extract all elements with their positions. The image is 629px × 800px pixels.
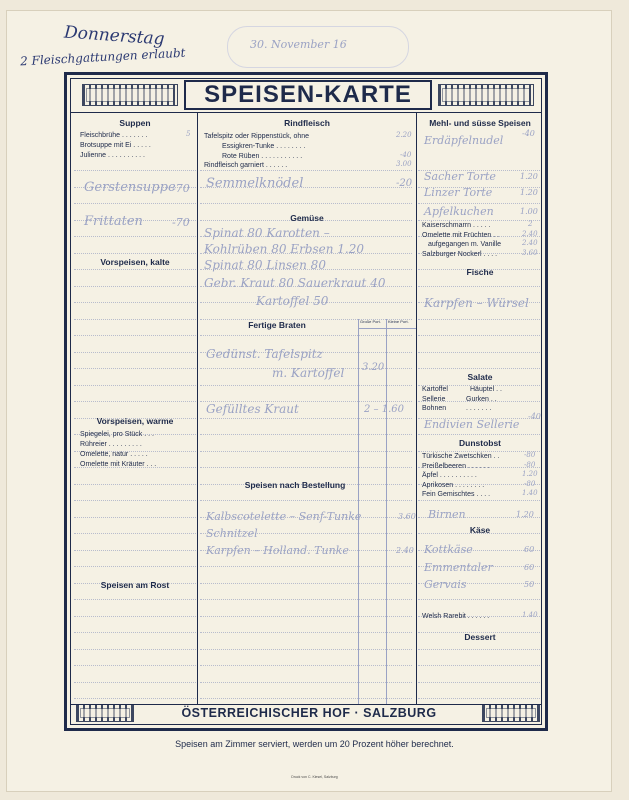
handwritten-item: Spinat 80 Linsen 80 (204, 258, 326, 272)
handwritten-item: Gefülltes Kraut (206, 402, 299, 416)
ruling-line (74, 401, 196, 402)
handwritten-price: -20 (396, 178, 413, 189)
ornament-left-top (82, 84, 178, 106)
menu-item: Welsh Rarebit . . . . . . (422, 613, 490, 620)
section-dunstobst: Dunstobst (458, 438, 502, 448)
salad-item: Kartoffel (422, 386, 448, 393)
ruling-line (74, 286, 196, 287)
handwritten-item: m. Kartoffel (272, 366, 345, 380)
section-rost: Speisen am Rost (100, 580, 170, 590)
menu-item: Tafelspitz oder Rippenstück, ohne (204, 133, 310, 140)
menu-item-price: 2.40 (522, 230, 538, 238)
ruling-line (418, 649, 540, 650)
ruling-line (74, 616, 196, 617)
ruling-line (418, 203, 540, 204)
menu-item: Fein Gemischtes . . . . (422, 491, 491, 498)
handwritten-item: Frittaten (84, 214, 143, 229)
ruling-line (74, 649, 196, 650)
handwritten-price: 1.20 (520, 188, 538, 197)
ornament-left-bottom (76, 704, 134, 722)
menu-item: Salzburger Nockerl . . . . (422, 251, 498, 258)
ruling-line (418, 352, 540, 353)
handwritten-item: Emmentaler (424, 561, 493, 574)
header-divider (70, 112, 542, 113)
menu-item: aufgegangen m. Vanille (428, 241, 502, 248)
menu-item: Brotsuppe mit Ei . . . . . (80, 142, 151, 149)
column-divider-left (197, 112, 198, 704)
salad-item: Häuptel . . (470, 386, 502, 393)
menu-item-price: 5 (186, 130, 191, 138)
handwritten-item: Gebr. Kraut 80 Sauerkraut 40 (204, 276, 386, 290)
ruling-line (74, 500, 196, 501)
handwritten-item: Kartoffel 50 (256, 294, 329, 308)
section-mehlspeisen: Mehl- und süsse Speisen (429, 118, 531, 128)
handwritten-item: Gervais (424, 578, 467, 591)
menu-item-price: -80 (524, 451, 536, 459)
section-vorspeisen-kalt: Vorspeisen, kalte (100, 257, 170, 267)
handwritten-price: 60 (524, 563, 535, 572)
menu-item-price: 3.00 (396, 160, 412, 168)
handwritten-price: 3.20 (362, 362, 385, 373)
handwritten-price: 1.20 (520, 172, 538, 181)
ruling-line (74, 352, 196, 353)
menu-item: Aprikosen . . . . . . . . (422, 482, 485, 489)
portion-divider (386, 319, 387, 704)
ruling-line (74, 698, 196, 699)
ruling-line (200, 170, 412, 171)
section-rindfleisch: Rindfleisch (284, 118, 330, 128)
handwritten-item: Gedünst. Tafelspitz (206, 347, 323, 361)
ornament-right-bottom (482, 704, 540, 722)
ruling-line (74, 484, 196, 485)
ruling-line (418, 220, 540, 221)
menu-item-price: 3.60 (522, 249, 538, 257)
handwritten-item: Birnen (428, 508, 466, 521)
menu-item: Türkische Zwetschken . . (422, 453, 500, 460)
ornament-right-top (438, 84, 534, 106)
handwritten-item: Schnitzel (206, 527, 258, 540)
ruling-line (418, 451, 540, 452)
handwritten-day: Donnerstag (63, 22, 166, 50)
handwritten-item: Kohlrüben 80 Erbsen 1.20 (204, 242, 365, 256)
menu-item: Julienne . . . . . . . . . . (80, 152, 145, 159)
salad-item: Sellerie (422, 396, 446, 403)
menu-item: Kaiserschmarrn . . . . . (422, 222, 491, 229)
salad-item: Gurken . . (466, 396, 497, 403)
handwritten-price: 2.40 (396, 546, 414, 555)
menu-item: Rote Rüben . . . . . . . . . . . (222, 153, 303, 160)
ruling-line (74, 368, 196, 369)
menu-item: Omelette mit Kräuter . . . (80, 461, 157, 468)
section-fische: Fische (466, 267, 494, 277)
ruling-line (418, 665, 540, 666)
ruling-line (74, 682, 196, 683)
printer-imprint: Druck von C. Kiesel, Salzburg (291, 775, 338, 779)
handwritten-item: Kottkäse (424, 543, 473, 556)
handwritten-item: Karpfen – Würsel (424, 296, 529, 310)
menu-item: Rühreier . . . . . . . . . (80, 441, 142, 448)
ruling-line (74, 665, 196, 666)
ruling-line (74, 319, 196, 320)
menu-item: Preißelbeeren . . . . . . (422, 463, 490, 470)
handwritten-item: Erdäpfelnudel (424, 134, 504, 147)
menu-item: Omelette mit Früchten . . (422, 232, 500, 239)
ruling-line (74, 533, 196, 534)
section-suppen: Suppen (119, 118, 151, 128)
menu-item: Äpfel . . . . . . . . . . (422, 472, 477, 479)
portion-small-label: Kleine Port. (388, 319, 409, 324)
handwritten-price: -70 (172, 216, 190, 229)
menu-item-price: 2 (528, 220, 533, 228)
section-vorspeisen-warm: Vorspeisen, warme (96, 416, 174, 426)
ruling-line (74, 550, 196, 551)
menu-item: Spiegelei, pro Stück . . . (80, 431, 154, 438)
ruling-line (74, 566, 196, 567)
ruling-line (74, 517, 196, 518)
salad-item: . . . . . . . (466, 405, 492, 412)
ruling-line (74, 170, 196, 171)
handwritten-item: Sacher Torte (424, 170, 496, 183)
handwritten-note: 2 Fleischgattungen erlaubt (19, 45, 186, 69)
section-kaese: Käse (469, 525, 491, 535)
menu-item-price: -80 (524, 480, 536, 488)
section-salate: Salate (467, 372, 493, 382)
salad-item: Bohnen (422, 405, 447, 412)
ruling-line (418, 599, 540, 600)
section-dessert: Dessert (464, 632, 496, 642)
menu-item-price: -40 (400, 151, 412, 159)
handwritten-price: 3.60 (398, 512, 416, 521)
menu-item-price: 2.20 (396, 131, 412, 139)
handwritten-date: 30. November 16 (250, 38, 347, 51)
handwritten-item: Gerstensuppe (84, 180, 176, 195)
handwritten-price: -70 (172, 182, 190, 195)
section-fertige-braten: Fertige Braten (248, 320, 306, 330)
menu-item-price: 1.20 (522, 470, 538, 478)
handwritten-price: 1.00 (520, 207, 538, 216)
handwritten-item: Kalbscotelette – Senf-Tunke (206, 510, 362, 523)
column-divider-right (416, 112, 417, 704)
ruling-line (418, 319, 540, 320)
ruling-line (74, 632, 196, 633)
handwritten-price: 50 (524, 580, 535, 589)
handwritten-price: 2 – 1.60 (364, 404, 404, 415)
section-gemuese: Gemüse (290, 213, 324, 223)
ruling-line (74, 253, 196, 254)
room-service-note: Speisen am Zimmer serviert, werden um 20 Prozent höher berechnet. (175, 739, 454, 749)
handwritten-item: Endivien Sellerie (424, 418, 520, 431)
portion-header-line (358, 328, 416, 329)
menu-item-price: -80 (524, 461, 536, 469)
handwritten-price: 1.20 (516, 510, 534, 519)
menu-item: Essigkren-Tunke . . . . . . . . (222, 143, 306, 150)
menu-item-price: 1.40 (522, 489, 538, 497)
ruling-line (74, 335, 196, 336)
handwritten-price: 60 (524, 545, 535, 554)
handwritten-price: -40 (522, 129, 535, 138)
ruling-line (418, 434, 540, 435)
ruling-line (74, 236, 196, 237)
page-title: SPEISEN-KARTE (184, 80, 432, 110)
menu-item-price: 2.40 (522, 239, 538, 247)
handwritten-price: -40 (528, 412, 541, 421)
handwritten-item: Linzer Torte (424, 186, 493, 199)
ruling-line (74, 302, 196, 303)
ruling-line (74, 599, 196, 600)
handwritten-item: Semmelknödel (206, 176, 304, 191)
ruling-line (418, 368, 540, 369)
ruling-line (418, 682, 540, 683)
handwritten-item: Apfelkuchen (424, 205, 494, 218)
ruling-line (418, 335, 540, 336)
menu-item: Fleischbrühe . . . . . . . (80, 132, 148, 139)
handwritten-item: Spinat 80 Karotten – (204, 226, 330, 240)
ruling-line (418, 698, 540, 699)
menu-item: Omelette, natur . . . . . (80, 451, 148, 458)
ruling-line (418, 286, 540, 287)
hotel-name: ÖSTERREICHISCHER HOF · SALZBURG (138, 705, 480, 721)
ruling-line (74, 385, 196, 386)
menu-item: Rindfleisch garniert . . . . . . (204, 162, 288, 169)
ruling-line (74, 269, 196, 270)
ruling-line (74, 203, 196, 204)
ruling-line (418, 500, 540, 501)
section-bestellung: Speisen nach Bestellung (244, 480, 346, 490)
portion-large-label: Große Port. (360, 319, 381, 324)
ruling-line (200, 203, 412, 204)
menu-item-price: 1.40 (522, 611, 538, 619)
handwritten-item: Karpfen – Holland. Tunke (206, 544, 349, 557)
